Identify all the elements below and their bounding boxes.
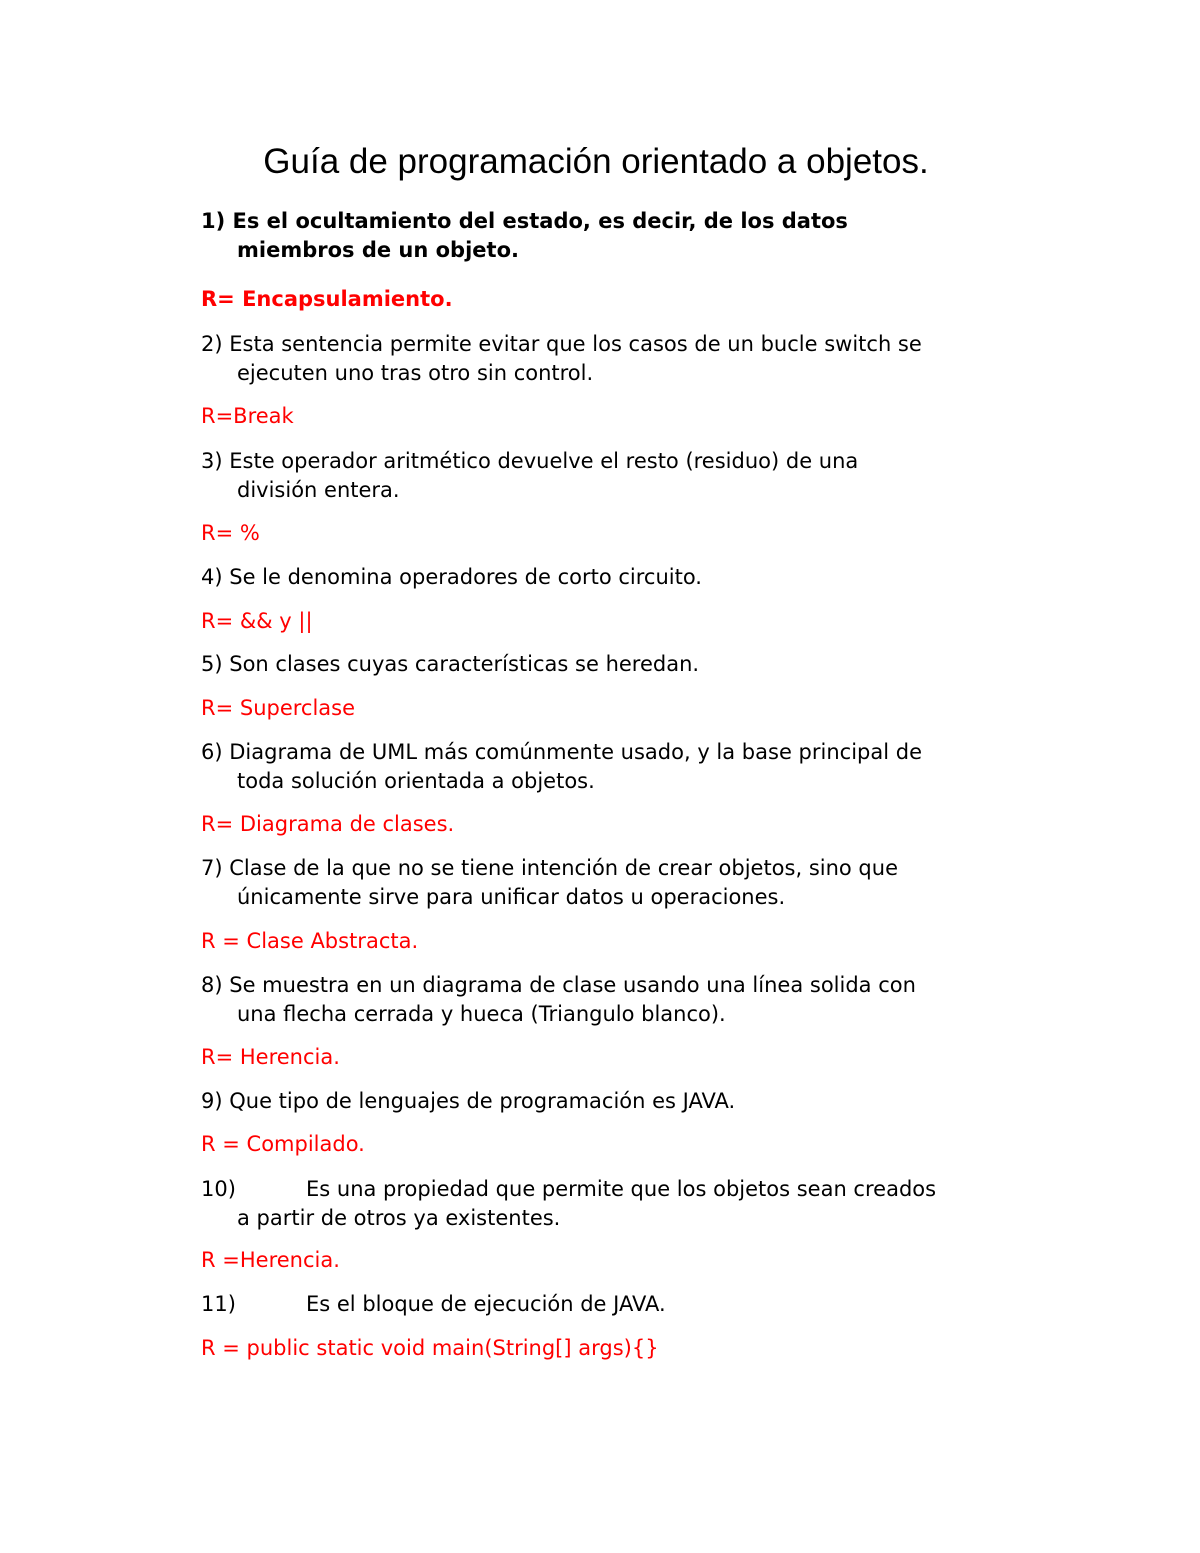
answer-7: R = Clase Abstracta. [201,929,419,953]
question-number: 3) [201,449,223,473]
question-text-continued: ejecuten uno tras otro sin control. [237,361,594,385]
question-text: Diagrama de UML más comúnmente usado, y la base principal de [229,740,922,764]
question-text: Este operador aritmético devuelve el resto (residuo) de una [229,449,859,473]
question-10 [201,1175,1041,1233]
question-number: 7) [201,856,223,880]
answer-1: R= Encapsulamiento. [201,287,453,311]
question-number: 2) [201,332,223,356]
question-1 [201,207,1041,265]
answer-6: R= Diagrama de clases. [201,812,455,836]
question-text-continued: únicamente sirve para unificar datos u operaciones. [237,885,786,909]
question-number: 4) [201,565,223,589]
question-text-continued: una flecha cerrada y hueca (Triangulo blanco). [237,1002,726,1026]
question-text: Es el ocultamiento del estado, es decir, de los datos [232,209,848,233]
question-text-continued: toda solución orientada a objetos. [237,769,595,793]
question-text: Son clases cuyas características se heredan. [229,652,700,676]
question-text: Clase de la que no se tiene intención de crear objetos, sino que [229,856,898,880]
question-6 [201,738,1041,796]
question-9 [201,1087,1041,1116]
question-4 [201,563,1041,592]
question-number: 6) [201,740,223,764]
question-3 [201,447,1041,505]
question-8 [201,971,1041,1029]
question-number: 1) [201,209,226,233]
answer-10: R =Herencia. [201,1248,340,1272]
answer-3: R= % [201,521,260,545]
question-text-continued: miembros de un objeto. [237,238,519,262]
question-11 [201,1290,1041,1319]
answer-9: R = Compilado. [201,1132,365,1156]
question-number: 8) [201,973,223,997]
question-number: 5) [201,652,223,676]
question-number: 10) [201,1177,236,1201]
question-7 [201,854,1041,912]
question-text: Se muestra en un diagrama de clase usando una línea solida con [229,973,916,997]
question-text-continued: división entera. [237,478,400,502]
answer-8: R= Herencia. [201,1045,340,1069]
document-title: Guía de programación orientado a objetos. [263,142,929,181]
answer-2: R=Break [201,404,294,428]
answer-5: R= Superclase [201,696,356,720]
question-text: Esta sentencia permite evitar que los casos de un bucle switch se [229,332,922,356]
question-text: Se le denomina operadores de corto circuito. [229,565,702,589]
question-number: 11) [201,1292,236,1316]
question-text-continued: a partir de otros ya existentes. [237,1206,561,1230]
question-text: Que tipo de lenguajes de programación es JAVA. [229,1089,736,1113]
answer-4: R= && y || [201,609,313,633]
question-number: 9) [201,1089,223,1113]
question-text: Es una propiedad que permite que los objetos sean creados [306,1177,937,1201]
question-text: Es el bloque de ejecución de JAVA. [306,1292,666,1316]
question-5 [201,650,1041,679]
question-2 [201,330,1041,388]
answer-11: R = public static void main(String[] args){} [201,1336,659,1360]
